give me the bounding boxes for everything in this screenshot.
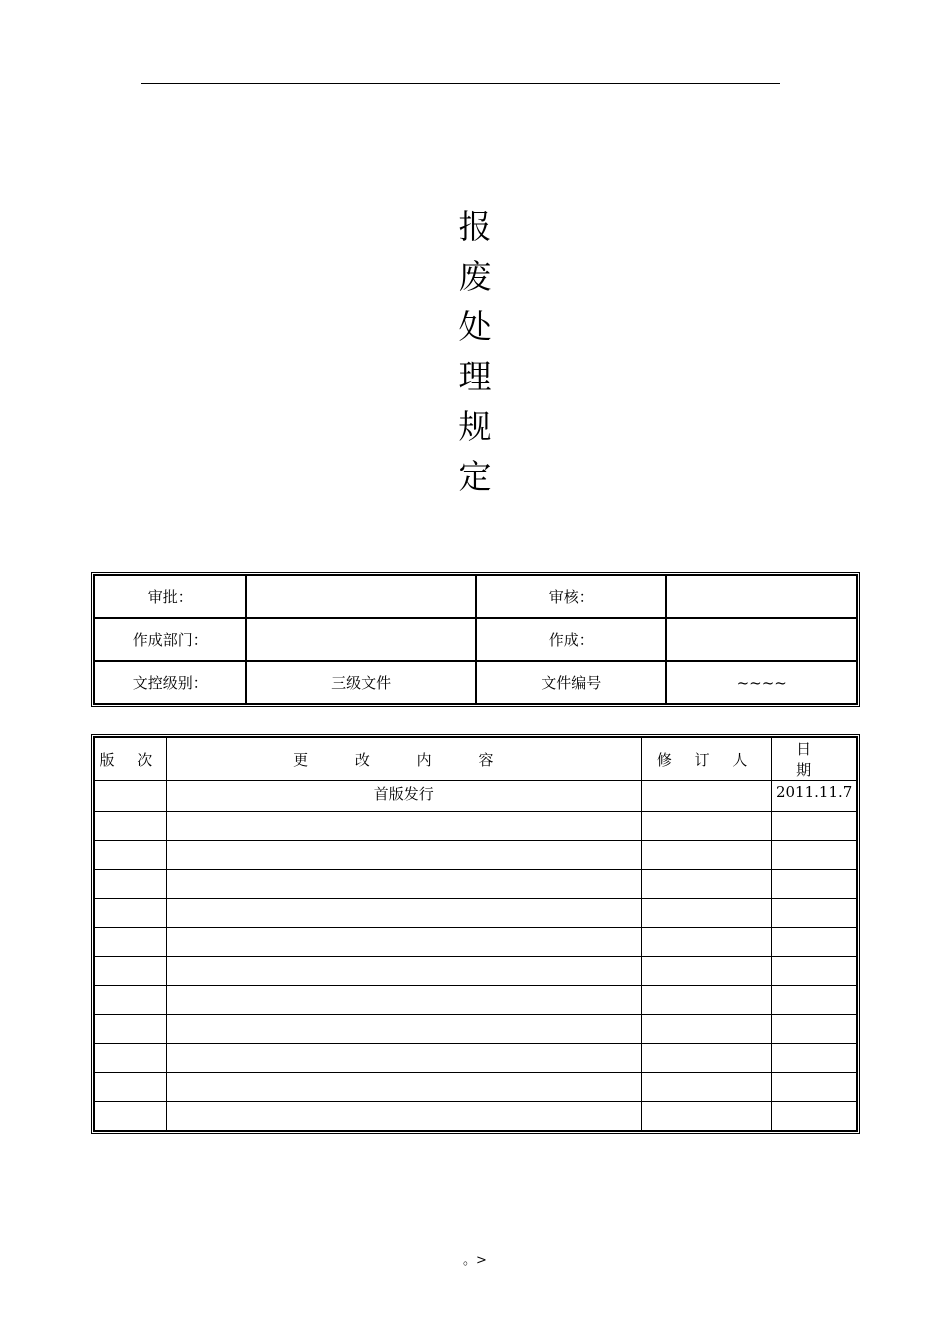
title-char: 废 [458,257,492,296]
approval-row [94,575,857,618]
date-cell [772,1073,857,1102]
version-cell [94,1044,166,1073]
content-cell [166,986,641,1015]
content-cell [166,812,641,841]
title-char: 规 [458,407,492,446]
reviser-cell [641,781,771,812]
date-cell [772,899,857,928]
approver-value [246,575,476,618]
revision-row [94,957,857,986]
date-cell [772,1102,857,1132]
revision-row [94,870,857,899]
content-cell: 首版发行 [166,781,641,812]
reviser-cell [641,957,771,986]
reviser-cell [641,1044,771,1073]
date-cell [772,870,857,899]
reviser-header: 修 订 人 [641,737,771,781]
date-cell [772,841,857,870]
version-cell [94,812,166,841]
version-cell [94,1102,166,1132]
reviser-cell [641,1073,771,1102]
revision-row [94,1073,857,1102]
reviser-cell [641,870,771,899]
reviser-cell [641,899,771,928]
document-number-value: ~~~~ [666,661,857,704]
page-footer: 。> [463,1253,487,1268]
revision-row [94,899,857,928]
title-char: 报 [458,207,492,246]
date-cell [772,986,857,1015]
department-value [246,618,476,661]
revision-header-row [94,737,857,781]
approval-row [94,661,857,704]
content-cell [166,899,641,928]
version-cell [94,870,166,899]
document-title [445,202,505,502]
reviser-cell [641,928,771,957]
content-cell [166,1102,641,1132]
reviser-cell [641,812,771,841]
reviser-cell [641,1015,771,1044]
version-header: 版 次 [94,737,166,781]
content-header: 更 改 内 容 [166,737,641,781]
date-header: 日 期 [772,737,857,781]
author-label: 作成： [476,618,666,661]
author-value [666,618,857,661]
version-cell [94,1073,166,1102]
date-cell [772,928,857,957]
date-cell [772,812,857,841]
revision-row [94,1015,857,1044]
department-label: 作成部门： [94,618,246,661]
revision-row [94,1102,857,1132]
approval-row [94,618,857,661]
revision-row [94,1044,857,1073]
approval-table [93,574,858,705]
content-cell [166,1015,641,1044]
control-level-value: 三级文件 [246,661,476,704]
content-cell [166,1044,641,1073]
reviser-cell [641,841,771,870]
content-cell [166,870,641,899]
reviser-cell [641,986,771,1015]
title-char: 处 [458,307,492,346]
version-cell [94,928,166,957]
control-level-label: 文控级别： [94,661,246,704]
date-cell: 2011.11.7 [772,781,857,812]
title-char: 理 [458,357,492,396]
date-cell [772,1044,857,1073]
revision-row [94,841,857,870]
content-cell [166,928,641,957]
revision-history-table [93,736,858,1132]
reviewer-value [666,575,857,618]
content-cell [166,1073,641,1102]
version-cell [94,841,166,870]
date-cell [772,1015,857,1044]
revision-row [94,781,857,812]
reviser-cell [641,1102,771,1132]
header-rule [141,83,780,84]
content-cell [166,957,641,986]
version-cell [94,781,166,812]
version-cell [94,899,166,928]
title-char: 定 [458,457,492,496]
version-cell [94,1015,166,1044]
date-cell [772,957,857,986]
document-number-label: 文件编号 [476,661,666,704]
approver-label: 审批： [94,575,246,618]
revision-row [94,928,857,957]
revision-row [94,812,857,841]
version-cell [94,986,166,1015]
version-cell [94,957,166,986]
revision-row [94,986,857,1015]
content-cell [166,841,641,870]
reviewer-label: 审核： [476,575,666,618]
